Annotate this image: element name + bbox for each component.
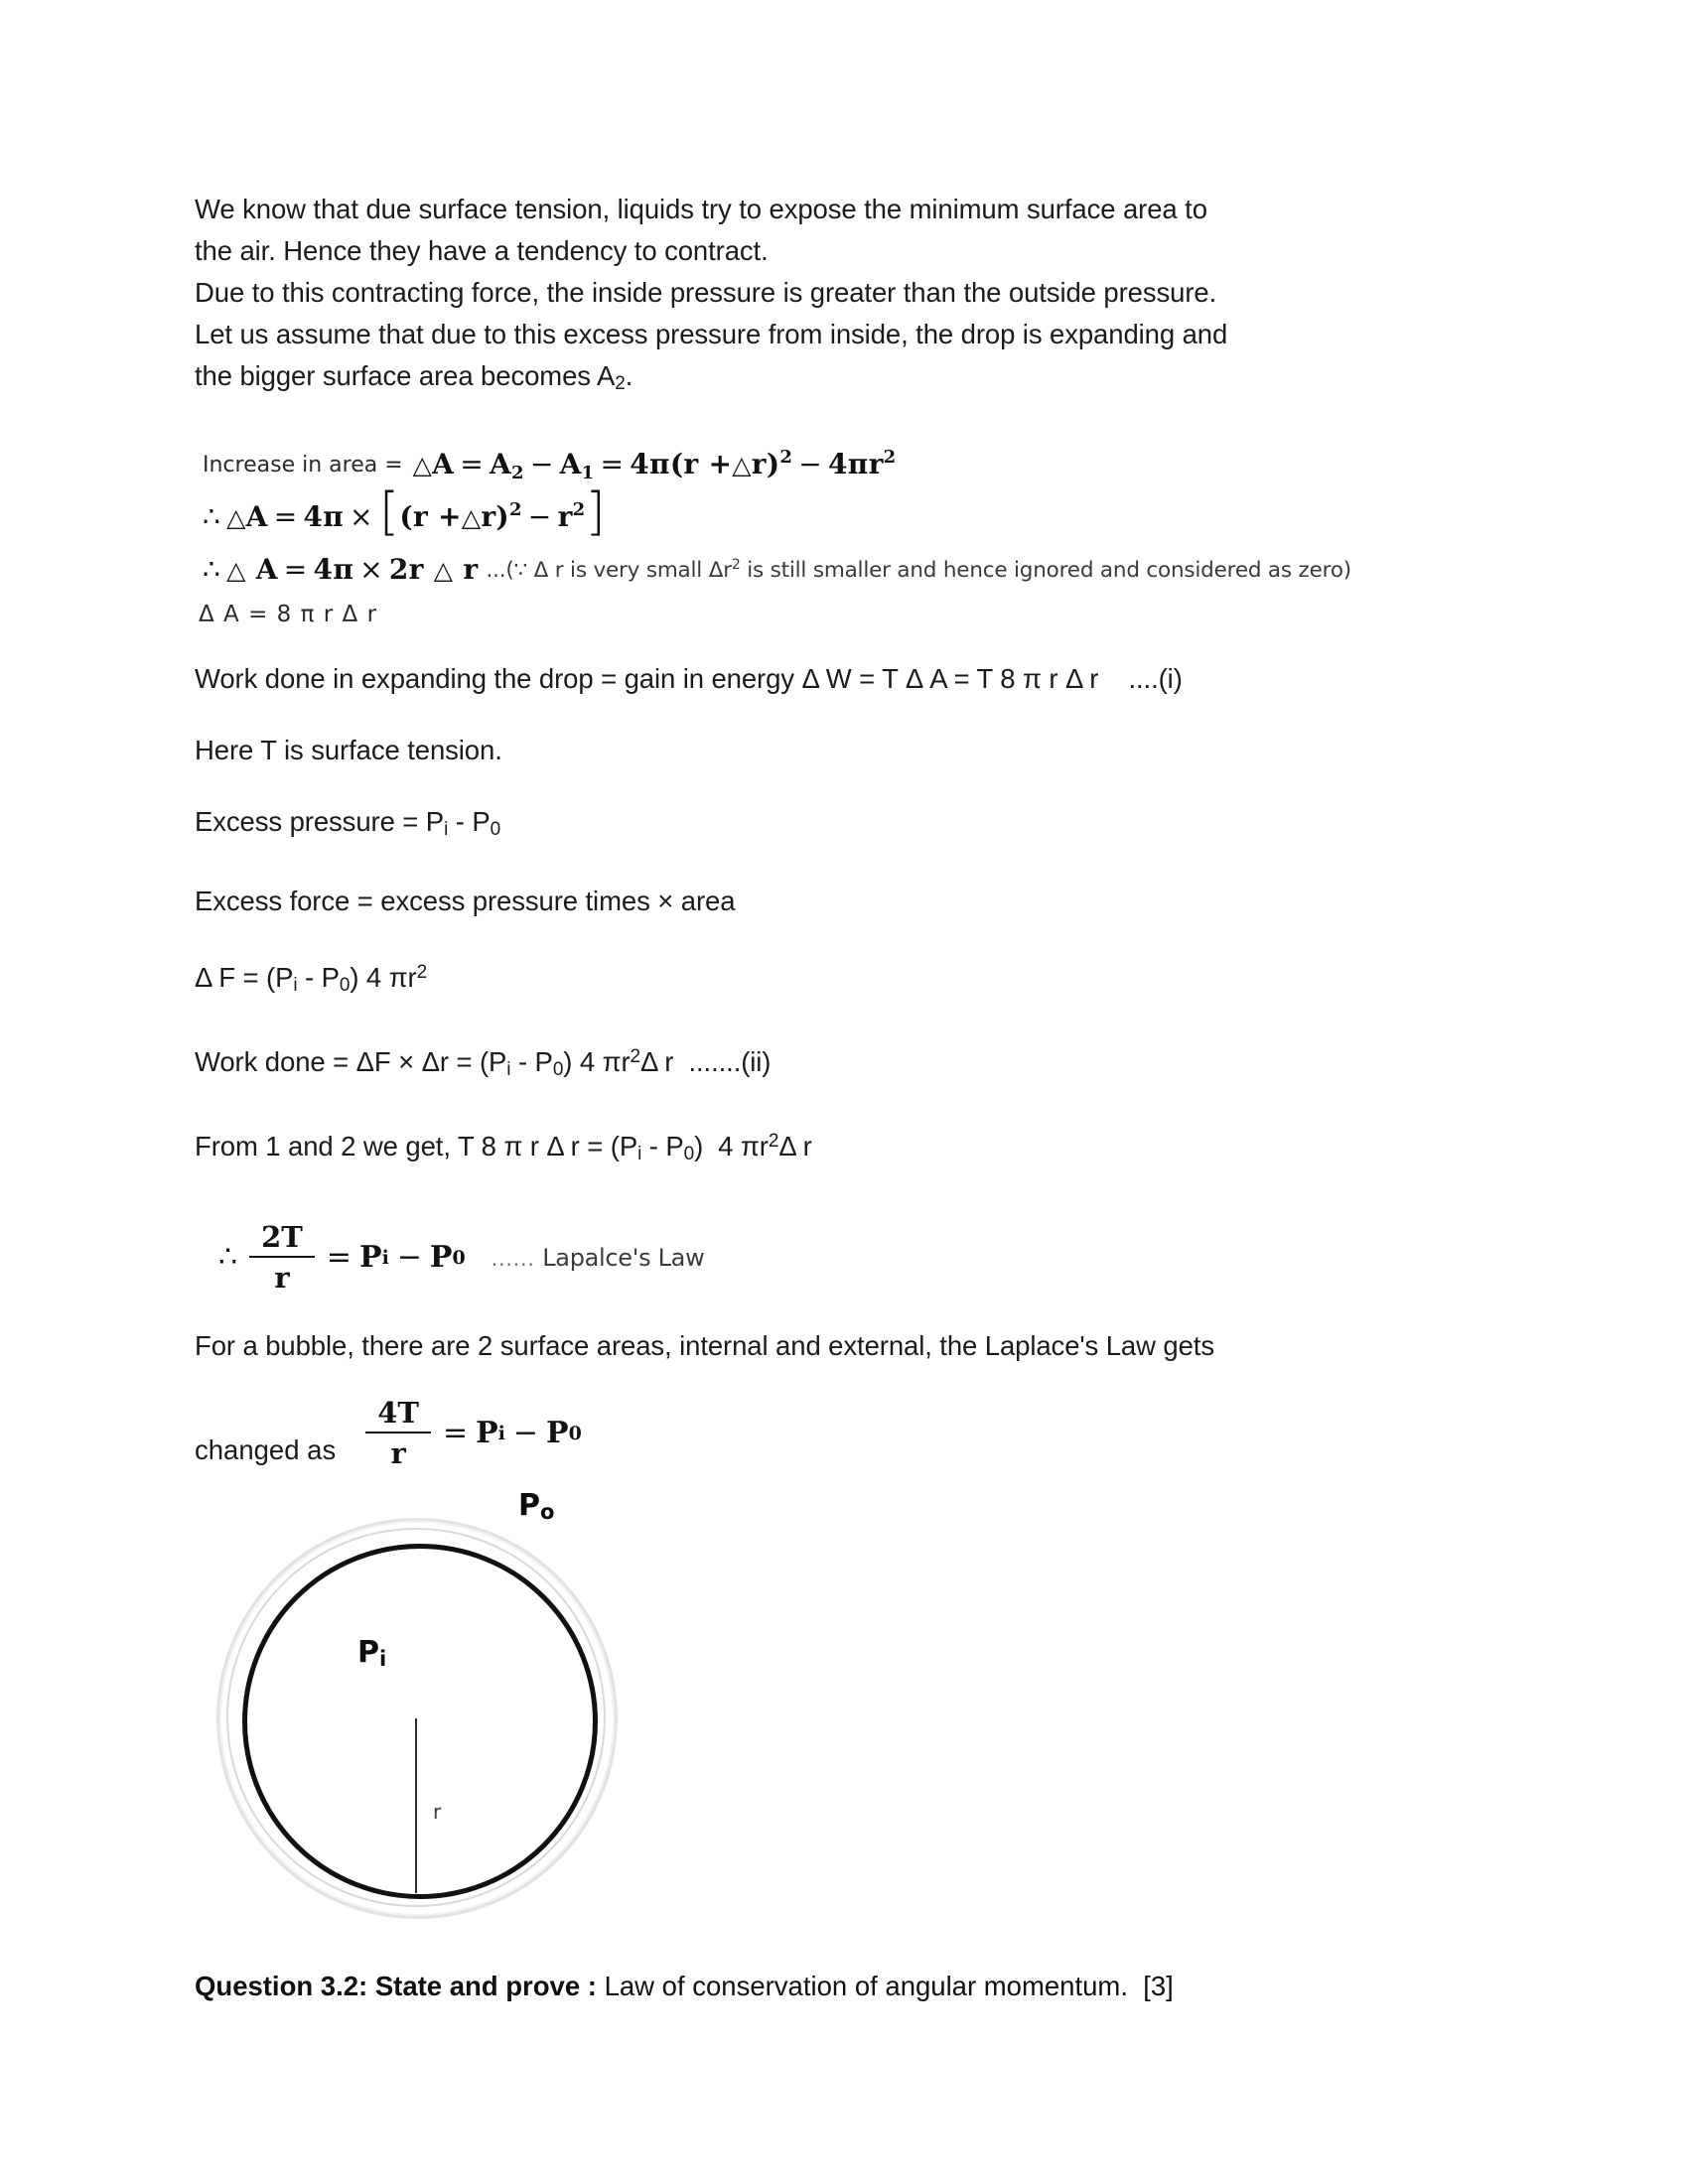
eq2-expression xyxy=(197,482,607,542)
eq3-pi: π xyxy=(333,553,354,586)
eq3-A: A xyxy=(255,553,278,586)
bubble-label-po xyxy=(518,1488,554,1524)
excess-pressure-sub-0: 0 xyxy=(490,819,501,840)
eq1-expression xyxy=(413,447,897,483)
bubble-p0: P xyxy=(546,1416,569,1450)
eq1-term2-coef: 4 xyxy=(827,448,848,480)
eq2-coef: 4 xyxy=(303,500,324,533)
eq2-equals: = xyxy=(273,500,298,533)
work-done-2-sub-0: 0 xyxy=(552,1059,564,1080)
excess-pressure-mid: - P xyxy=(448,806,491,837)
bubble-numerator: 4T xyxy=(377,1396,419,1430)
laplace-law-tag xyxy=(492,1244,705,1272)
work-done-2-post: ) 4 πr xyxy=(563,1046,631,1077)
excess-pressure-sub-i: i xyxy=(444,819,449,840)
eq2-inner-minus: − xyxy=(527,500,552,533)
eq1-pi: π xyxy=(649,448,670,480)
eq1-minus-2: − xyxy=(798,448,822,480)
intro-line-5-suffix: . xyxy=(625,360,633,391)
eq3-note-pre: ...(∵ Δ r is very small Δr xyxy=(486,557,732,583)
changed-as-label: changed as xyxy=(195,1434,337,1465)
intro-line-5-prefix: the bigger surface area becomes A xyxy=(195,360,616,391)
work-done-2-exponent: 2 xyxy=(630,1046,641,1067)
laplace-p0-sub: 0 xyxy=(452,1246,466,1269)
eq1-equals-2: = xyxy=(600,448,625,480)
eq3-equals: = xyxy=(283,553,308,586)
bubble-p0-sub: 0 xyxy=(568,1422,582,1444)
bubble-label-pi-text: P xyxy=(357,1635,379,1670)
eq3-r: r xyxy=(463,553,479,586)
bubble-fraction xyxy=(371,1396,425,1470)
eq1-open-paren: (r + xyxy=(669,448,733,480)
delta-f-mid: - P xyxy=(297,962,340,993)
equation-delta-a-final xyxy=(199,602,1446,627)
eq1-exponent: 2 xyxy=(779,447,793,468)
laplace-p0: P xyxy=(429,1240,453,1275)
line-for-a-bubble: For a bubble, there are 2 surface areas, internal and external, the Laplace's Law gets xyxy=(195,1330,1215,1361)
eq2-inner-r2: r xyxy=(557,500,573,533)
from-1-2-sub-0: 0 xyxy=(683,1144,695,1164)
eq2-inner-exponent: 2 xyxy=(508,499,522,520)
intro-paragraph xyxy=(195,189,1446,405)
changed-as-row xyxy=(195,1396,1446,1470)
eq1-lead-label: Increase in area = xyxy=(203,453,403,478)
eq1-minus: − xyxy=(529,448,554,480)
eq2-inner-delta: △ xyxy=(461,503,482,532)
line-excess-force: Excess force = excess pressure times × area xyxy=(195,886,736,916)
excess-pressure-pre: Excess pressure = P xyxy=(195,806,445,837)
question-heading xyxy=(195,1971,1446,2002)
delta-f-sub-0: 0 xyxy=(339,975,351,996)
line-work-done-2 xyxy=(195,1037,1446,1090)
equation-increase-in-area xyxy=(203,447,1446,483)
intro-line-4: Let us assume that due to this excess pressure from inside, the drop is expanding and xyxy=(195,319,1228,349)
eq1-delta-1: △ xyxy=(412,451,433,479)
work-done-2-mid: - P xyxy=(510,1046,553,1077)
eq1-close-paren: r) xyxy=(751,448,780,480)
bubble-equals: = xyxy=(442,1416,469,1450)
bubble-inner-surface xyxy=(242,1544,598,1899)
delta-f-exponent: 2 xyxy=(416,962,428,983)
eq1-A: A xyxy=(432,448,455,480)
bubble-label-r: r xyxy=(433,1800,442,1824)
page-content xyxy=(195,189,1446,2002)
laplace-fraction xyxy=(255,1220,309,1295)
laplace-therefore: ∴ xyxy=(218,1240,238,1275)
equation-delta-a-approx xyxy=(197,553,1446,586)
laplace-denominator: r xyxy=(249,1256,315,1295)
delta-f-pre: Δ F = (P xyxy=(195,962,294,993)
bubble-minus: − xyxy=(512,1416,539,1450)
eq1-term2-pi: π xyxy=(847,448,869,480)
bubble-label-po-text: P xyxy=(518,1488,540,1523)
line-from-1-and-2 xyxy=(195,1122,1446,1174)
from-1-2-exponent: 2 xyxy=(768,1131,779,1152)
eq3-therefore: ∴ xyxy=(203,553,221,586)
eq2-inner-open: (r + xyxy=(399,500,462,533)
bubble-pi-sub: i xyxy=(497,1422,505,1444)
work-done-2-tail: Δ r .......(ii) xyxy=(640,1046,772,1077)
line-delta-f xyxy=(195,953,1446,1006)
eq2-inner-r2-exponent: 2 xyxy=(572,499,586,520)
eq3-coef: 4 xyxy=(313,553,334,586)
bubble-pi: P xyxy=(476,1416,498,1450)
equation-laplace-law xyxy=(211,1220,1446,1295)
bubble-label-pi-sub: i xyxy=(379,1647,387,1671)
intro-line-2: the air. Hence they have a tendency to contract. xyxy=(195,235,769,266)
laplace-equals: = xyxy=(326,1240,352,1275)
eq2-inner-r: r) xyxy=(481,500,509,533)
from-1-2-tail: Δ r xyxy=(778,1131,812,1161)
eq1-term2-r: r xyxy=(868,448,884,480)
line-work-done-expanding: Work done in expanding the drop = gain in energy Δ W = T Δ A = T 8 π r Δ r ....(i) xyxy=(195,663,1183,694)
question-marks: [3] xyxy=(1127,1971,1174,2001)
eq2-pi: π xyxy=(323,500,345,533)
laplace-numerator: 2T xyxy=(261,1220,303,1254)
eq1-equals-1: = xyxy=(460,448,484,480)
eq4-expression: Δ A = 8 π r Δ r xyxy=(199,602,378,627)
eq2-bracket-open: [ xyxy=(378,482,400,542)
bubble-radius-line xyxy=(415,1718,417,1893)
intro-line-1: We know that due surface tension, liquids try to expose the minimum surface area to xyxy=(195,194,1207,224)
question-number-label: Question 3.2: State and prove : xyxy=(195,1971,597,2001)
eq3-delta: △ xyxy=(226,556,246,585)
line-excess-pressure xyxy=(195,802,1446,850)
question-text: Law of conservation of angular momentum. xyxy=(596,1971,1128,2001)
equation-bubble-laplace xyxy=(361,1396,582,1470)
eq3-note xyxy=(486,557,1351,583)
eq1-A1-sub: 1 xyxy=(581,463,595,483)
from-1-2-sub-i: i xyxy=(637,1144,642,1164)
laplace-dots: ...... xyxy=(491,1246,535,1271)
eq1-A1: A xyxy=(559,448,582,480)
bubble-label-po-sub: o xyxy=(540,1500,555,1524)
from-1-2-pre: From 1 and 2 we get, T 8 π r Δ r = (P xyxy=(195,1131,638,1161)
bubble-label-pi xyxy=(357,1635,386,1671)
delta-f-sub-i: i xyxy=(293,975,298,996)
derivation-math-block xyxy=(195,447,1446,627)
intro-line-5 xyxy=(195,355,1446,405)
eq2-therefore: ∴ xyxy=(203,500,221,533)
line-here-t-surface-tension: Here T is surface tension. xyxy=(195,735,502,765)
intro-line-5-sub: 2 xyxy=(615,373,626,394)
eq2-bracket-close: ] xyxy=(585,482,607,542)
bubble-diagram xyxy=(209,1488,665,1935)
from-1-2-post: ) 4 πr xyxy=(694,1131,769,1161)
eq3-note-post: is still smaller and hence ignored and considered as zero) xyxy=(740,557,1351,583)
bubble-denominator: r xyxy=(365,1432,431,1470)
work-done-2-pre: Work done = ΔF × Δr = (P xyxy=(195,1046,507,1077)
eq1-A2-sub: 2 xyxy=(511,463,524,483)
eq3-delta-2: △ xyxy=(433,556,454,585)
equation-delta-a-expanded xyxy=(197,482,1446,542)
eq2-delta: △ xyxy=(226,503,246,532)
laplace-pi: P xyxy=(359,1240,382,1275)
eq2-A: A xyxy=(245,500,268,533)
eq1-term2-exponent: 2 xyxy=(883,447,897,468)
eq1-A2: A xyxy=(489,448,511,480)
eq3-two-r: 2r xyxy=(388,553,424,586)
laplace-pi-sub: i xyxy=(381,1246,389,1269)
from-1-2-mid: - P xyxy=(641,1131,684,1161)
work-done-2-sub-i: i xyxy=(506,1059,511,1080)
laplace-law-label: Lapalce's Law xyxy=(542,1243,705,1272)
eq3-times: × xyxy=(359,553,383,586)
intro-line-3: Due to this contracting force, the inside pressure is greater than the outside pressure. xyxy=(195,277,1217,308)
eq1-coef: 4 xyxy=(630,448,650,480)
eq2-times: × xyxy=(350,500,373,533)
eq3-expression xyxy=(197,553,478,586)
eq3-note-sup: 2 xyxy=(731,556,741,573)
delta-f-post: ) 4 πr xyxy=(350,962,417,993)
laplace-minus: − xyxy=(396,1240,422,1275)
eq1-delta-2: △ xyxy=(732,451,752,479)
